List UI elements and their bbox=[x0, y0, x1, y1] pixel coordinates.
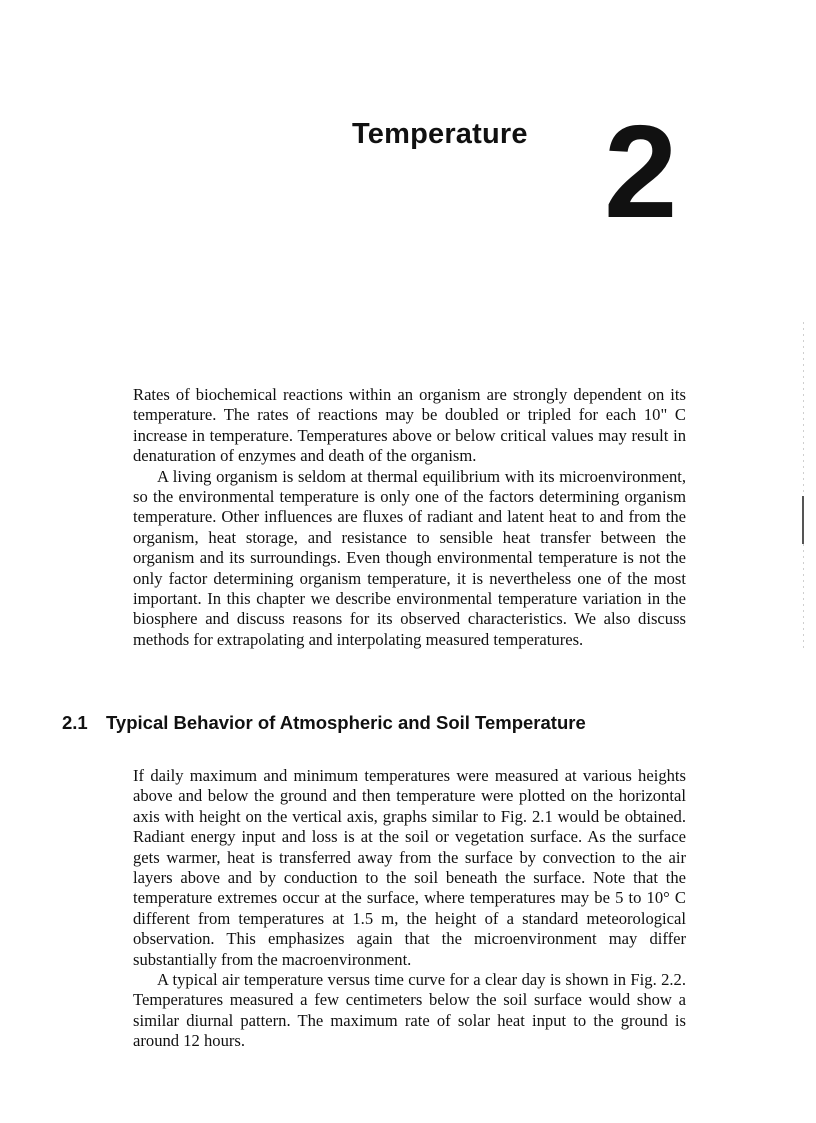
chapter-title: Temperature bbox=[352, 118, 528, 150]
intro-paragraph-1: Rates of biochemical reactions within an organism are strongly dependent on its temperature. The rates of reactions may be doubled or tripled for each 10" C increase in temperature. Temperatures above or below critical values may result in denaturation of enzymes and death of the organism. bbox=[133, 385, 686, 466]
section-number: 2.1 bbox=[62, 712, 88, 733]
chapter-number: 2 bbox=[604, 98, 678, 245]
section-paragraph-1: If daily maximum and minimum temperatures were measured at various heights above and below the ground and then temperature were plotted on the horizontal axis with height on the vertical axis, graphs similar to Fig. 2.1 would be obtained. Radiant energy input and loss is at the soil or vegetation surface. As the surface gets warmer, heat is transferred away from the surface by convection to the air layers above and by conduction to the soil beneath the surface. Note that the temperature extremes occur at the surface, where temperatures may be 5 to 10° C different from temperatures at 1.5 m, the height of a standard meteorological observation. This emphasizes again that the microenvironment may differ substantially from the macroenvironment. bbox=[133, 766, 686, 969]
scan-edge-line bbox=[803, 322, 804, 652]
section-paragraph-2: A typical air temperature versus time curve for a clear day is shown in Fig. 2.2. Temperatures measured a few centimeters below the soil surface would show a similar diurnal pattern. The maximum rate of solar heat input to the ground is around 12 hours. bbox=[133, 970, 686, 1051]
section-title: Typical Behavior of Atmospheric and Soil Temperature bbox=[106, 712, 586, 733]
scan-edge-mark bbox=[802, 496, 804, 544]
intro-paragraph-2: A living organism is seldom at thermal equilibrium with its microenvironment, so the environmental temperature is only one of the factors determining organism temperature. Other influences are fluxes of radiant and latent heat to and from the organism, heat storage, and resistance to sensible heat transfer between the organism and its surroundings. Even though environmental temperature is not the only factor determining organism temperature, it is nevertheless one of the most important. In this chapter we describe environmental temperature variation in the biosphere and discuss reasons for its observed characteristics. We also discuss methods for extrapolating and interpolating measured temperatures. bbox=[133, 466, 686, 649]
intro-text bbox=[133, 385, 686, 650]
section-text bbox=[133, 766, 686, 1052]
